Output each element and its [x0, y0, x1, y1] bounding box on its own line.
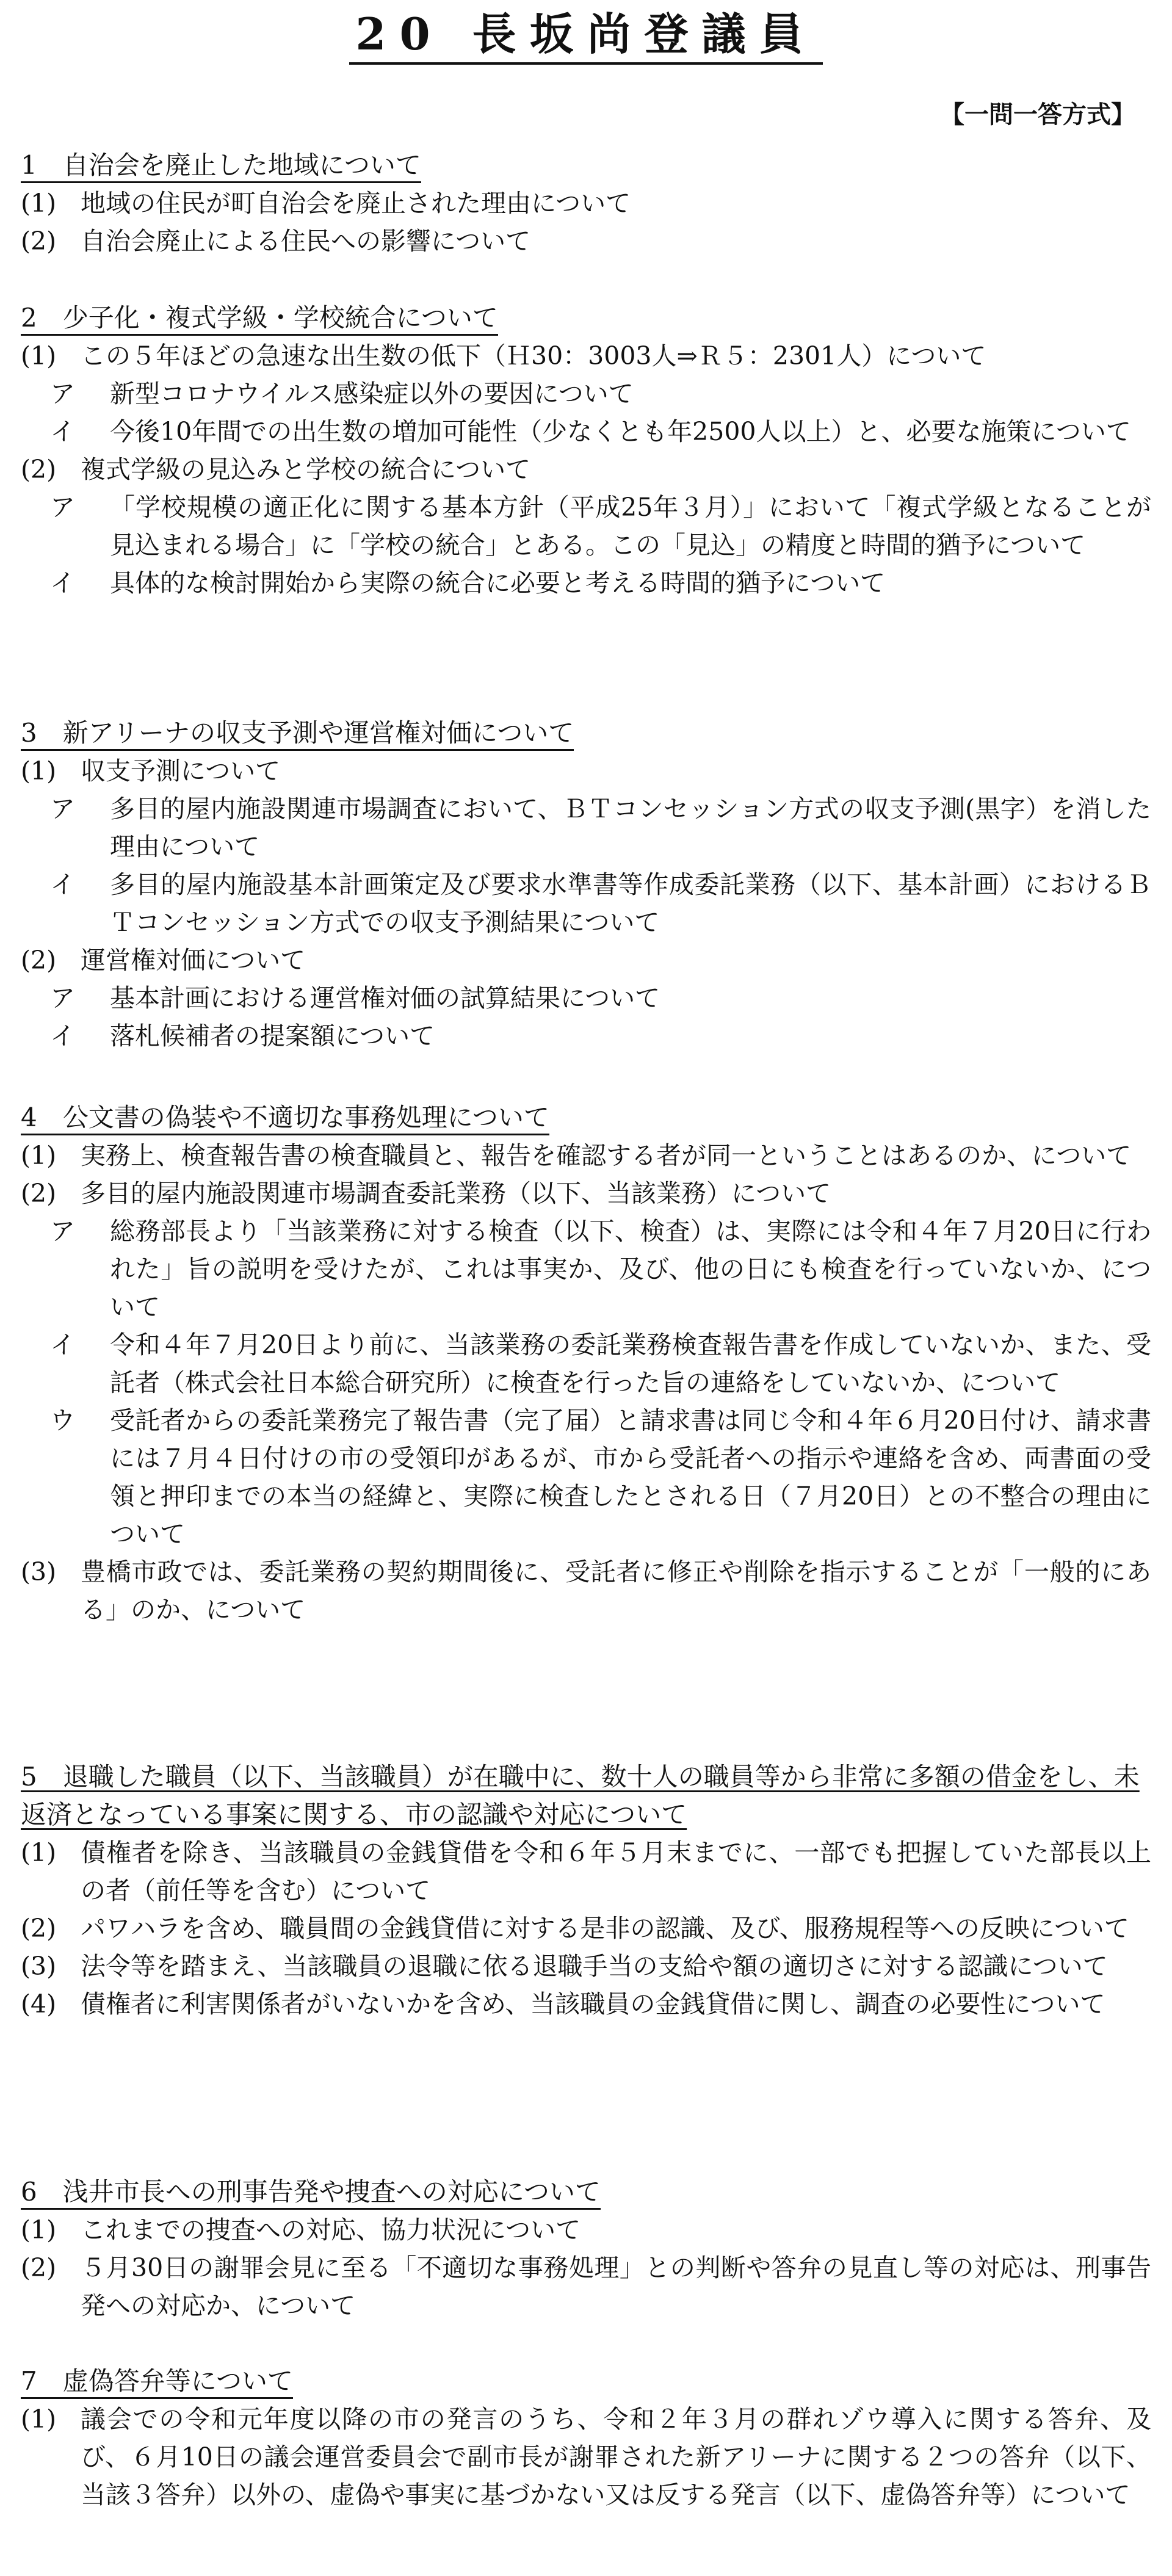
list-item: イ 落札候補者の提案額について — [50, 1021, 435, 1051]
list-item: (1) これまでの捜査への対応、協力状況について — [21, 2215, 581, 2245]
section-5 — [21, 1758, 1151, 2023]
list-item: (1) 地域の住民が町自治会を廃止された理由について — [21, 189, 631, 218]
list-item: イ 令和４年７月20日より前に、当該業務の委託業務検査報告書を作成していないか、また、受託者（株式会社日本総合研究所）に検査を行った旨の連絡をしていないか、について — [50, 1330, 1151, 1397]
list-item: (1) 議会での令和元年度以降の市の発言のうち、令和２年３月の群れゾウ導入に関する答弁、及び、６月10日の議会運営委員会で副市長が謝罪された新アリーナに関する２つの答弁（以下、当該３答弁）以外の、虚偽や事実に基づかない又は反する発言（以下、虚偽答弁等）について — [21, 2404, 1151, 2509]
section-6 — [21, 2173, 1151, 2325]
section-1 — [21, 147, 1151, 260]
list-item: イ 今後10年間での出生数の増加可能性（少なくとも年2500人以上）と、必要な施策について — [50, 417, 1131, 446]
list-item: (2) 複式学級の見込みと学校の統合について — [21, 455, 531, 484]
section-heading: 4 公文書の偽装や不適切な事務処理について — [21, 1099, 1151, 1137]
list-item: ア 総務部長より「当該業務に対する検査（以下、検査）は、実際には令和４年７月20日に行われた」旨の説明を受けたが、これは事実か、及び、他の日にも検査を行っていないか、について — [50, 1217, 1151, 1322]
list-item: (2) ５月30日の謝罪会見に至る「不適切な事務処理」との判断や答弁の見直し等の対応は、刑事告発への対応か、について — [21, 2253, 1151, 2320]
list-item: ア 新型コロナウイルス感染症以外の要因について — [50, 379, 634, 408]
list-item: (2) 多目的屋内施設関連市場調査委託業務（以下、当該業務）について — [21, 1179, 831, 1208]
section-heading: 7 虚偽答弁等について — [21, 2362, 1151, 2400]
list-item: (1) この５年ほどの急速な出生数の低下（Ｈ30：3003人⇒Ｒ５：2301人）について — [21, 341, 986, 371]
list-item: (2) パワハラを含め、職員間の金銭貸借に対する是非の認識、及び、服務規程等への反映について — [21, 1914, 1129, 1943]
list-item: (1) 収支予測について — [21, 756, 281, 786]
section-2 — [21, 299, 1151, 602]
section-heading: 2 少子化・複式学級・学校統合について — [21, 299, 1151, 337]
list-item: ア 多目的屋内施設関連市場調査において、ＢＴコンセッション方式の収支予測(黒字）を消した理由について — [50, 794, 1151, 861]
section-heading: 6 浅井市長への刑事告発や捜査への対応について — [21, 2173, 1151, 2211]
list-item: (3) 豊橋市政では、委託業務の契約期間後に、受託者に修正や削除を指示することが「一般的にある」のか、について — [21, 1557, 1151, 1624]
list-item: イ 具体的な検討開始から実際の統合に必要と考える時間的猶予について — [50, 568, 886, 598]
section-7 — [21, 2362, 1151, 2514]
list-item: ウ 受託者からの委託業務完了報告書（完了届）と請求書は同じ令和４年６月20日付け、請求書には７月４日付けの市の受領印があるが、市から受託者への指示や連絡を含め、両書面の受領と押印までの本当の経緯と、実際に検査したとされる日（７月20日）との不整合の理由について — [50, 1406, 1151, 1549]
list-item: (3) 法令等を踏まえ、当該職員の退職に依る退職手当の支給や額の適切さに対する認識について — [21, 1952, 1108, 1981]
list-item: (2) 運営権対価について — [21, 946, 306, 975]
list-item: (4) 債権者に利害関係者がいないかを含め、当該職員の金銭貸借に関し、調査の必要性について — [21, 1989, 1105, 2019]
list-item: (1) 債権者を除き、当該職員の金銭貸借を令和６年５月末までに、一部でも把握していた部長以上の者（前任等を含む）について — [21, 1838, 1151, 1905]
section-heading: 5 退職した職員（以下、当該職員）が在職中に、数十人の職員等から非常に多額の借金をし、未返済となっている事案に関する、市の認識や対応について — [21, 1762, 1140, 1829]
list-item: (1) 実務上、検査報告書の検査職員と、報告を確認する者が同一ということはあるのか、について — [21, 1141, 1132, 1170]
list-item: イ 多目的屋内施設基本計画策定及び要求水準書等作成委託業務（以下、基本計画）におけるＢＴコンセッション方式での収支予測結果について — [50, 870, 1151, 937]
section-3 — [21, 714, 1151, 1055]
list-item: ア 基本計画における運営権対価の試算結果について — [50, 983, 660, 1013]
question-method-label: 【一問一答方式】 — [940, 100, 1135, 129]
page-title: 20 長坂尚登議員 — [0, 9, 1172, 65]
list-item: ア 「学校規模の適正化に関する基本方針（平成25年３月）」において「複式学級となることが見込まれる場合」に「学校の統合」とある。この「見込」の精度と時間的猶予について — [50, 493, 1151, 560]
list-item: (2) 自治会廃止による住民への影響について — [21, 226, 531, 256]
section-heading: 3 新アリーナの収支予測や運営権対価について — [21, 714, 1151, 752]
section-4 — [21, 1099, 1151, 1629]
section-heading: 1 自治会を廃止した地域について — [21, 147, 1151, 184]
